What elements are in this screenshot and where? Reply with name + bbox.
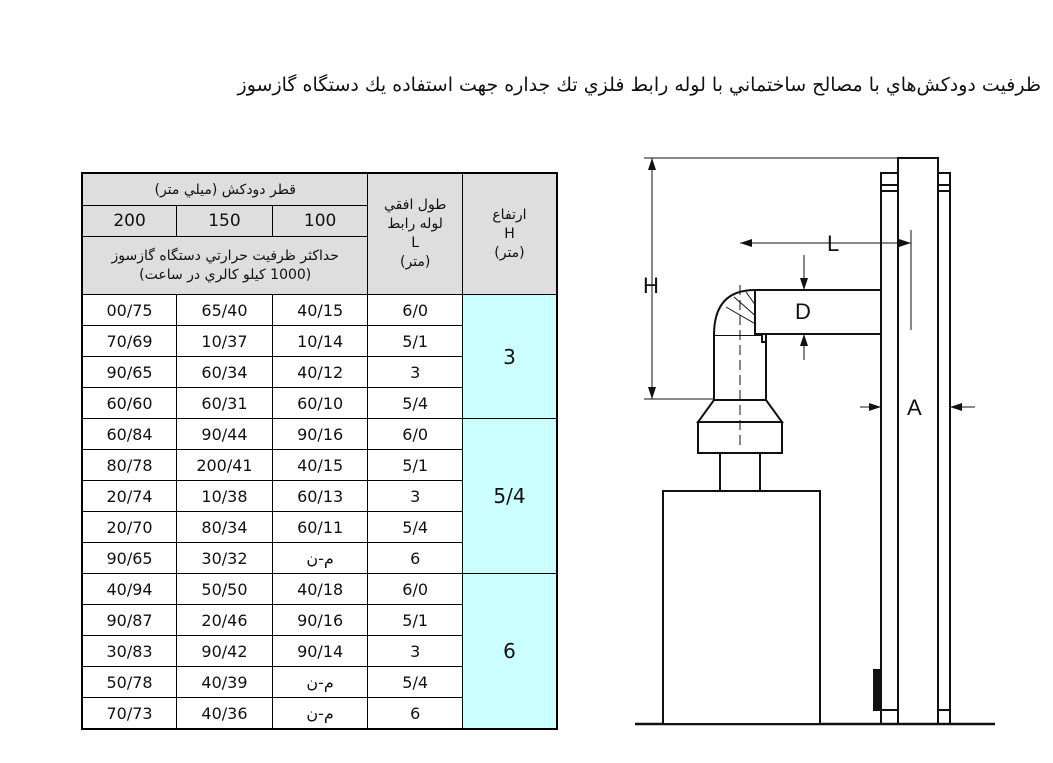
capacity-150-cell: 20/46 [177, 605, 273, 636]
diameter-150: 150 [177, 206, 273, 237]
capacity-150-cell: 60/31 [177, 388, 273, 419]
height-header [462, 173, 557, 295]
capacity-header [82, 237, 368, 295]
capacity-200-cell: 70/69 [82, 326, 177, 357]
capacity-150-cell: 50/50 [177, 574, 273, 605]
capacity-150-cell: 80/34 [177, 512, 273, 543]
capacity-150-cell: 40/36 [177, 698, 273, 730]
capacity-100-cell: 40/15 [272, 295, 368, 326]
label-d: D [795, 299, 811, 324]
capacity-header-line2: (1000 كيلو كالري در ساعت) [139, 266, 312, 283]
length-cell: 6 [368, 698, 463, 730]
capacity-150-cell: 30/32 [177, 543, 273, 574]
capacity-100-cell: 90/16 [272, 605, 368, 636]
label-h: H [643, 273, 659, 298]
capacity-150-cell: 40/39 [177, 667, 273, 698]
capacity-150-cell: 10/38 [177, 481, 273, 512]
capacity-100-cell: 60/11 [272, 512, 368, 543]
capacity-header-line1: حداكثر ظرفيت حرارتي دستگاه گازسوز [111, 247, 339, 264]
length-cell: 3 [368, 481, 463, 512]
capacity-200-cell: 60/84 [82, 419, 177, 450]
length-cell: 5/1 [368, 605, 463, 636]
capacity-150-cell: 10/37 [177, 326, 273, 357]
capacity-100-cell: 60/10 [272, 388, 368, 419]
capacity-200-cell: 80/78 [82, 450, 177, 481]
length-cell: 3 [368, 357, 463, 388]
length-header-line2: لوله رابط [387, 216, 443, 232]
table-row [82, 419, 557, 450]
chimney-capacity-table [81, 172, 558, 730]
capacity-100-cell: م-ن [272, 667, 368, 698]
capacity-150-cell: 200/41 [177, 450, 273, 481]
height-cell: 6 [462, 574, 557, 730]
gas-heater [663, 491, 820, 724]
length-header-line4: (متر) [399, 254, 431, 270]
chimney-outer-lining [938, 173, 950, 724]
height-header-line1: ارتفاع [492, 206, 527, 223]
capacity-200-cell: 70/73 [82, 698, 177, 730]
capacity-200-cell: 20/70 [82, 512, 177, 543]
capacity-100-cell: م-ن [272, 698, 368, 730]
capacity-100-cell: م-ن [272, 543, 368, 574]
capacity-100-cell: 60/13 [272, 481, 368, 512]
horizontal-connector [755, 290, 881, 334]
capacity-200-cell: 30/83 [82, 636, 177, 667]
capacity-200-cell: 90/65 [82, 357, 177, 388]
capacity-200-cell: 00/75 [82, 295, 177, 326]
length-cell: 5/4 [368, 388, 463, 419]
length-cell: 3 [368, 636, 463, 667]
length-cell: 5/4 [368, 512, 463, 543]
capacity-150-cell: 65/40 [177, 295, 273, 326]
page-title: ظرفيت دودكش‌هاي با مصالح ساختماني با لوله رابط فلزي تك جداره جهت استفاده يك دستگاه گازسوز [237, 74, 1041, 96]
capacity-100-cell: 40/18 [272, 574, 368, 605]
capacity-200-cell: 60/60 [82, 388, 177, 419]
capacity-200-cell: 90/87 [82, 605, 177, 636]
length-cell: 6/0 [368, 419, 463, 450]
capacity-100-cell: 40/12 [272, 357, 368, 388]
capacity-200-cell: 40/94 [82, 574, 177, 605]
height-header-line2: H [504, 225, 515, 242]
capacity-200-cell: 90/65 [82, 543, 177, 574]
length-cell: 5/1 [368, 450, 463, 481]
length-cell: 5/1 [368, 326, 463, 357]
length-header-line1: طول افقي [384, 197, 447, 213]
capacity-200-cell: 50/78 [82, 667, 177, 698]
capacity-100-cell: 90/16 [272, 419, 368, 450]
capacity-150-cell: 60/34 [177, 357, 273, 388]
chimney-diagram [630, 145, 1010, 735]
height-cell: 3 [462, 295, 557, 419]
chimney-flue [881, 173, 898, 724]
height-header-line3: (متر) [494, 244, 525, 261]
length-header [368, 173, 463, 295]
length-cell: 6/0 [368, 295, 463, 326]
label-l: L [827, 231, 840, 256]
capacity-200-cell: 20/74 [82, 481, 177, 512]
table-row [82, 574, 557, 605]
table-row [82, 295, 557, 326]
height-cell: 5/4 [462, 419, 557, 574]
length-cell: 5/4 [368, 667, 463, 698]
capacity-150-cell: 90/42 [177, 636, 273, 667]
diameter-200: 200 [82, 206, 177, 237]
capacity-100-cell: 10/14 [272, 326, 368, 357]
capacity-100-cell: 40/15 [272, 450, 368, 481]
length-cell: 6 [368, 543, 463, 574]
length-cell: 6/0 [368, 574, 463, 605]
capacity-150-cell: 90/44 [177, 419, 273, 450]
diameter-header: قطر دودكش (ميلي متر) [82, 173, 368, 206]
diameter-100: 100 [272, 206, 368, 237]
length-header-line3: L [411, 235, 420, 251]
capacity-100-cell: 90/14 [272, 636, 368, 667]
label-a: A [907, 395, 922, 420]
